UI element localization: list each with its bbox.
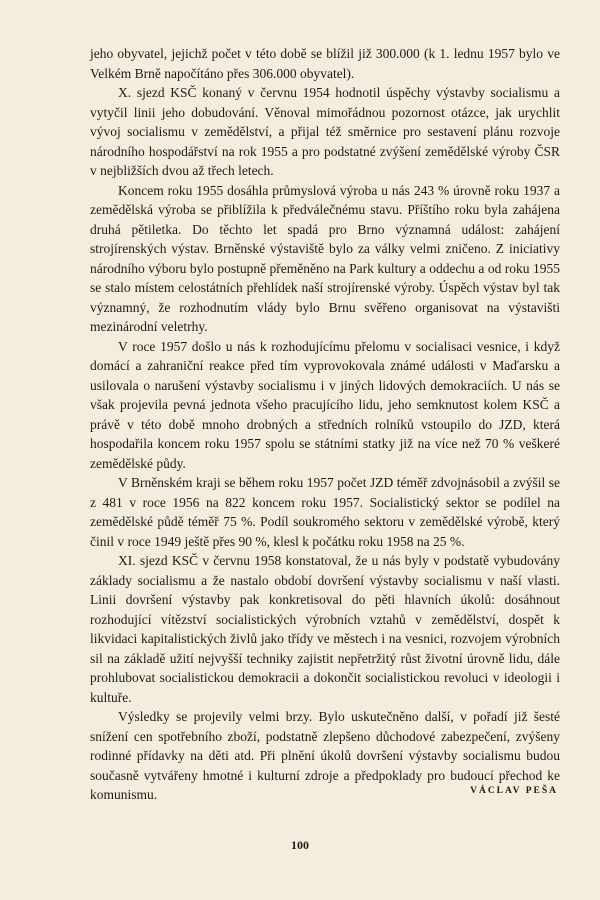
paragraph-3: Koncem roku 1955 dosáhla průmyslová výroba u nás 243 % úrovně roku 1937 a zemědělská výroba se přiblížila k předválečnému stavu. Příštího roku byla zahájena druhá pětiletka. Do těchto let spadá pro Brno významná událost: zahájení strojírenských výstav. Brněnské výstaviště bylo za války velmi zničeno. Z iniciativy národního výboru bylo postupně přeměněno na Park kultury a oddechu a od roku 1955 se stalo místem celostátních přehlídek naší strojírenské výroby. Úspěch výstav byl tak významný, že rozhodnutím vlády bylo Brnu svěřeno organisovat na výstavišti mezinárodní veletrhy.	[90, 182, 560, 334]
page-number: 100	[291, 838, 309, 852]
paragraph-5: V Brněnském kraji se během roku 1957 počet JZD téměř zdvojnásobil a zvýšil se z 481 v roce 1956 na 822 koncem roku 1957. Socialistický sektor se podílel na zemědělské půdě téměř 75 %. Podíl soukromého sektoru v zemědělské výrobě, který činil v roce 1949 ještě přes 90 %, klesl k počátku roku 1958 na 25 %.	[90, 475, 560, 549]
author-signature: VÁCLAV PEŠA	[470, 786, 558, 796]
paragraph-7: Výsledky se projevily velmi brzy. Bylo uskutečněno další, v pořadí již šesté snížení cen spotřebního zboží, podstatně zlepšeno důchodové zabezpečení, zvýšeny rodinné přídavky na děti atd. Při plnění úkolů dovršení výstavby socialismu budou současně vytvářeny hmotné i kulturní zdroje a předpoklady pro budoucí přechod ke komunismu.	[90, 709, 560, 802]
paragraph-2: X. sjezd KSČ konaný v červnu 1954 hodnotil úspěchy výstavby socialismu a vytyčil linii jeho dobudování. Věnoval mimořádnou pozornost otázce, jak urychlit vývoj socialismu v zemědělství, a přijal též směrnice pro sestavení plánu rozvoje národního hospodářství na rok 1955 a pro podstatné zvýšení zemědělské výroby ČSR v nejbližších dvou až třech letech.	[90, 85, 560, 178]
paragraph-6: XI. sjezd KSČ v červnu 1958 konstatoval, že u nás byly v podstatě vybudovány základy socialismu a že nastalo období dovršení výstavby socialismu v naší vlasti. Linii dovršení výstavby pak konkretisoval do pěti hlavních úkolů: dosáhnout rozhodující vítězství socialistických výrobních vztahů v zemědělství, dospět k likvidaci kapitalistických živlů jako třídy ve městech i na vesnici, rozvojem výrobních sil na základě užití nejvyšší techniky zajistit nepřetržitý růst životní úrovně lidu, dále prohlubovat socialistickou demokracii a dokončit socialistickou revoluci v ideologii i kultuře.	[90, 553, 560, 705]
body-text	[90, 44, 560, 805]
paragraph-4: V roce 1957 došlo u nás k rozhodujícímu přelomu v socialisaci vesnice, i když domácí a zahraniční reakce před tím vyprovokovala známé události v Maďarsku a usilovala o narušení výstavby socialismu i v jiných lidových demokraciích. U nás se však projevila pevná jednota všeho pracujícího lidu, jeho semknutost kolem KSČ a právě v této době mnoho drobných a středních rolníků vstoupilo do JZD, která hospodařila koncem roku 1957 spolu se státními statky již na více než 70 % veškeré zemědělské půdy.	[90, 338, 560, 471]
paragraph-1: jeho obyvatel, jejichž počet v této době se blížil již 300.000 (k 1. lednu 1957 bylo ve Velkém Brně napočítáno přes 306.000 obyvatel).	[90, 46, 560, 81]
